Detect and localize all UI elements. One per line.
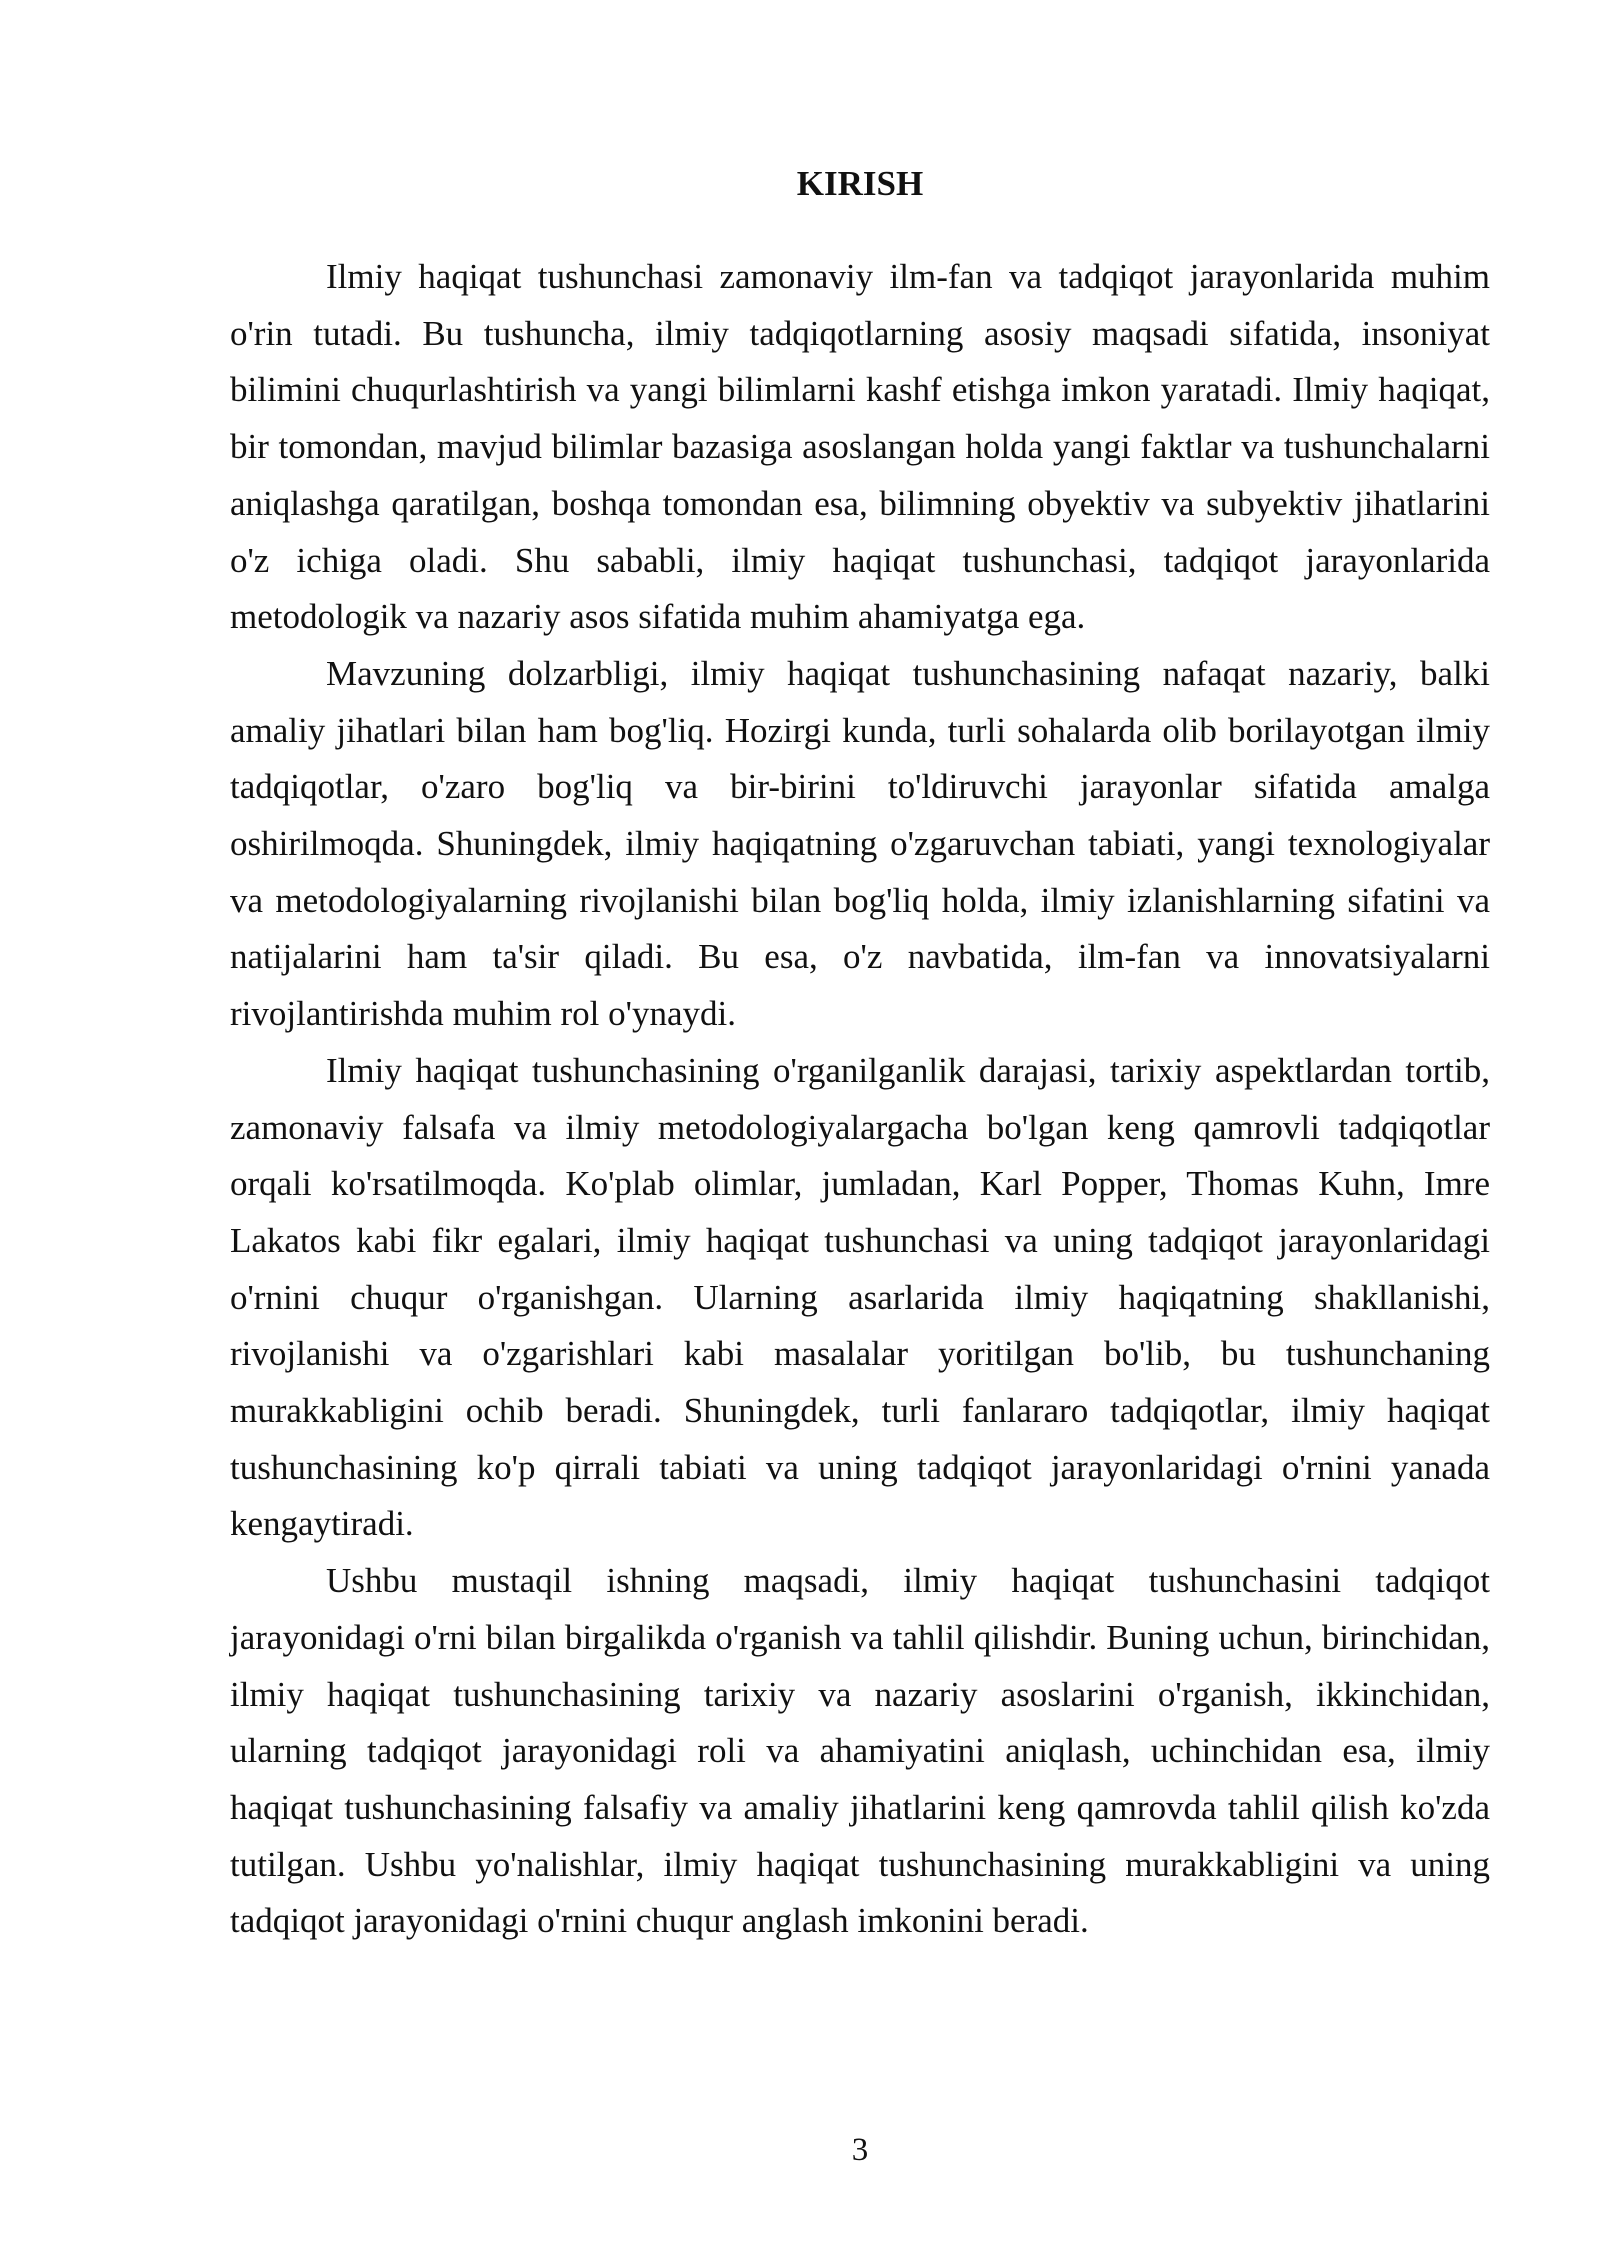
body-text [230,249,1490,1950]
paragraph-3: Ilmiy haqiqat tushunchasining o'rganilganlik darajasi, tarixiy aspektlardan tortib, zamonaviy falsafa va ilmiy metodologiyalargacha bo'lgan keng qamrovli tadqiqotlar orqali ko'rsatilmoqda. Ko'plab olimlar, jumladan, Karl Popper, Thomas Kuhn, Imre Lakatos kabi fikr egalari, ilmiy haqiqat tushunchasi va uning tadqiqot jarayonlaridagi o'rnini chuqur o'rganishgan. Ularning asarlarida ilmiy haqiqatning shakllanishi, rivojlanishi va o'zgarishlari kabi masalalar yoritilgan bo'lib, bu tushunchaning murakkabligini ochib beradi. Shuningdek, turli fanlararo tadqiqotlar, ilmiy haqiqat tushunchasining ko'p qirrali tabiati va uning tadqiqot jarayonlaridagi o'rnini yanada kengaytiradi. [230,1050,1490,1544]
paragraph-4: Ushbu mustaqil ishning maqsadi, ilmiy haqiqat tushunchasini tadqiqot jarayonidagi o'rni bilan birgalikda o'rganish va tahlil qilishdir. Buning uchun, birinchidan, ilmiy haqiqat tushunchasining tarixiy va nazariy asoslarini o'rganish, ikkinchidan, ularning tadqiqot jarayonidagi roli va ahamiyatini aniqlash, uchinchidan esa, ilmiy haqiqat tushunchasining falsafiy va amaliy jihatlarini keng qamrovda tahlil qilish ko'zda tutilgan. Ushbu yo'nalishlar, ilmiy haqiqat tushunchasining murakkabligini va uning tadqiqot jarayonidagi o'rnini chuqur anglash imkonini beradi. [230,1561,1490,1941]
page-number: 3 [851,2132,869,2168]
paragraph-2: Mavzuning dolzarbligi, ilmiy haqiqat tushunchasining nafaqat nazariy, balki amaliy jihatlari bilan ham bog'liq. Hozirgi kunda, turli sohalarda olib borilayotgan ilmiy tadqiqotlar, o'zaro bog'liq va bir-birini to'ldiruvchi jarayonlar sifatida amalga oshirilmoqda. Shuningdek, ilmiy haqiqatning o'zgaruvchan tabiati, yangi texnologiyalar va metodologiyalarning rivojlanishi bilan bog'liq holda, ilmiy izlanishlarning sifatini va natijalarini ham ta'sir qiladi. Bu esa, o'z navbatida, ilm-fan va innovatsiyalarni rivojlantirishda muhim rol o'ynaydi. [230,653,1490,1034]
section-heading: KIRISH [796,164,924,203]
paragraph-1: Ilmiy haqiqat tushunchasi zamonaviy ilm-fan va tadqiqot jarayonlarida muhim o'rin tutadi. Bu tushuncha, ilmiy tadqiqotlarning asosiy maqsadi sifatida, insoniyat bilimini chuqurlashtirish va yangi bilimlarni kashf etishga imkon yaratadi. Ilmiy haqiqat, bir tomondan, mavjud bilimlar bazasiga asoslangan holda yangi faktlar va tushunchalarni aniqlashga qaratilgan, boshqa tomondan esa, bilimning obyektiv va subyektiv jihatlarini o'z ichiga oladi. Shu sababli, ilmiy haqiqat tushunchasi, tadqiqot jarayonlarida metodologik va nazariy asos sifatida muhim ahamiyatga ega. [230,257,1490,637]
